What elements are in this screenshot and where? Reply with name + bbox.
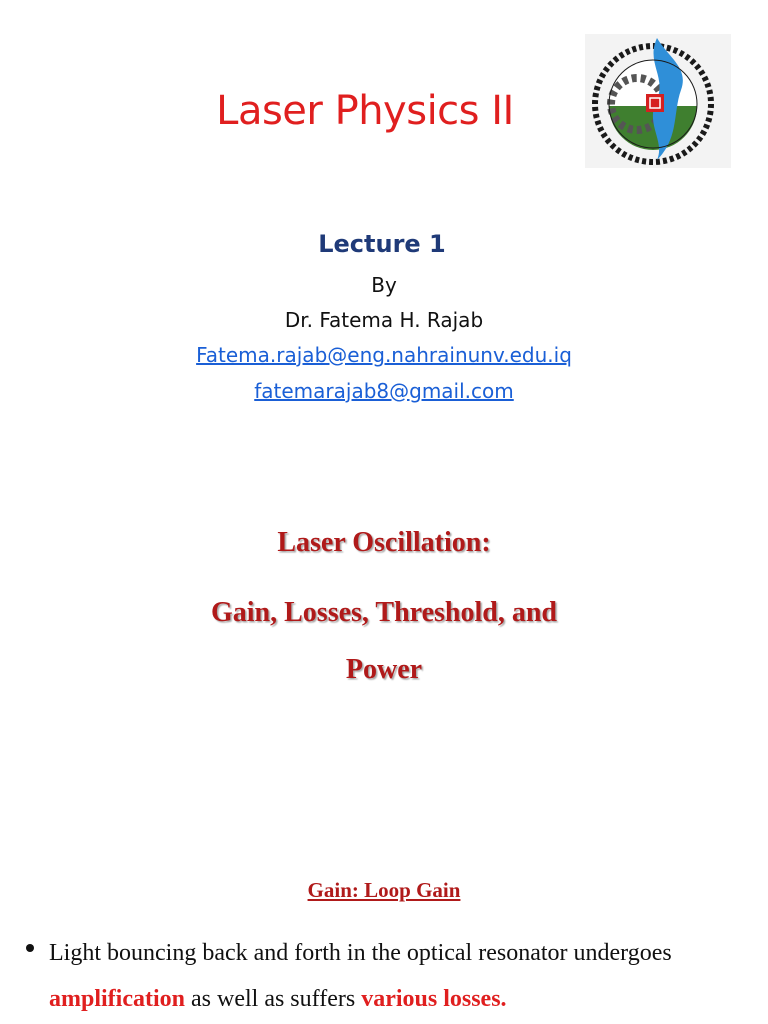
section-title-line-2: Gain, Losses, Threshold, and — [211, 597, 557, 628]
university-logo — [585, 34, 731, 168]
author-name: Dr. Fatema H. Rajab — [284, 308, 484, 332]
subheading: Gain: Loop Gain — [307, 878, 461, 902]
by-label: By — [371, 273, 397, 297]
bullet-paragraph — [49, 930, 749, 1022]
bullet-icon — [26, 944, 34, 952]
lecture-number: Lecture 1 — [318, 230, 446, 258]
bullet-text-b: as well as suffers — [185, 986, 362, 1012]
document-title: Laser Physics II — [216, 88, 514, 134]
email-link-gmail[interactable]: fatemarajab8@gmail.com — [254, 379, 514, 403]
highlight-amplification: amplification — [49, 986, 185, 1012]
highlight-various-losses: various losses. — [361, 986, 507, 1012]
email-link-work[interactable]: Fatema.rajab@eng.nahrainunv.edu.iq — [196, 343, 572, 367]
section-title-line-3: Power — [345, 654, 423, 685]
bullet-text-a: Light bouncing back and forth in the optical resonator undergoes — [49, 940, 672, 966]
section-title-line-1: Laser Oscillation: — [277, 527, 491, 558]
